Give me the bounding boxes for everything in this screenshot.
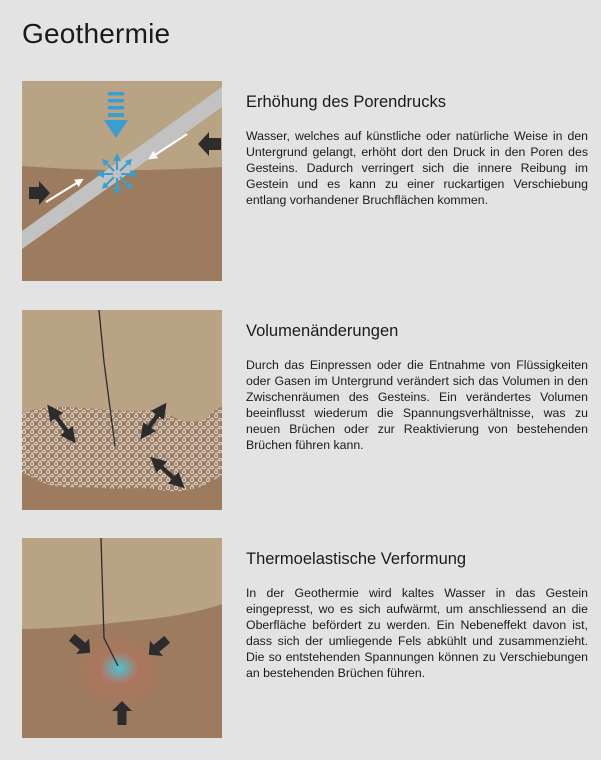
volume-change-illustration: [22, 310, 222, 510]
section-body: Durch das Einpressen oder die Entnahme von Flüssigkeiten oder Gasen im Untergrund verändert sich das Volumen in den Zwischenräumen des Gesteins. Ein verändertes Volumen beeinflusst wiederum die Spannungsverhältnisse, was zu neuen Brüchen oder zur Reaktivierung von bestehenden Brüchen führen kann.: [246, 358, 588, 453]
section-pore-pressure: [246, 93, 588, 208]
section-thermoelastic: [246, 550, 588, 682]
page-title: Geothermie: [22, 18, 171, 49]
section-heading: Volumenänderungen: [246, 322, 399, 340]
cooling-zone: [99, 651, 139, 685]
section-body: In der Geothermie wird kaltes Wasser in das Gestein eingepresst, wo es sich aufwärmt, um anschliessend an die Oberfläche befördert zu werden. Ein Nebeneffekt davon ist, dass sich der umliegende Fels abkühlt und zusammenzieht. Die so entstehenden Spannungen können zu Verschiebungen an bestehenden Brüchen führen.: [246, 586, 588, 681]
section-body: Wasser, welches auf künstliche oder natürliche Weise in den Untergrund gelangt, erhöht dort den Druck in den Poren des Gesteins. Dadurch verringert sich die innere Reibung im Gestein und es kann zu einer ruckartigen Verschiebung entlang vorhandener Bruchflächen kommen.: [246, 129, 588, 208]
section-heading: Thermoelastische Verformung: [246, 550, 467, 568]
thermoelastic-illustration: [22, 538, 222, 738]
section-heading: Erhöhung des Porendrucks: [246, 93, 446, 111]
section-volume-change: [246, 322, 588, 454]
pore-pressure-illustration: [22, 81, 222, 281]
